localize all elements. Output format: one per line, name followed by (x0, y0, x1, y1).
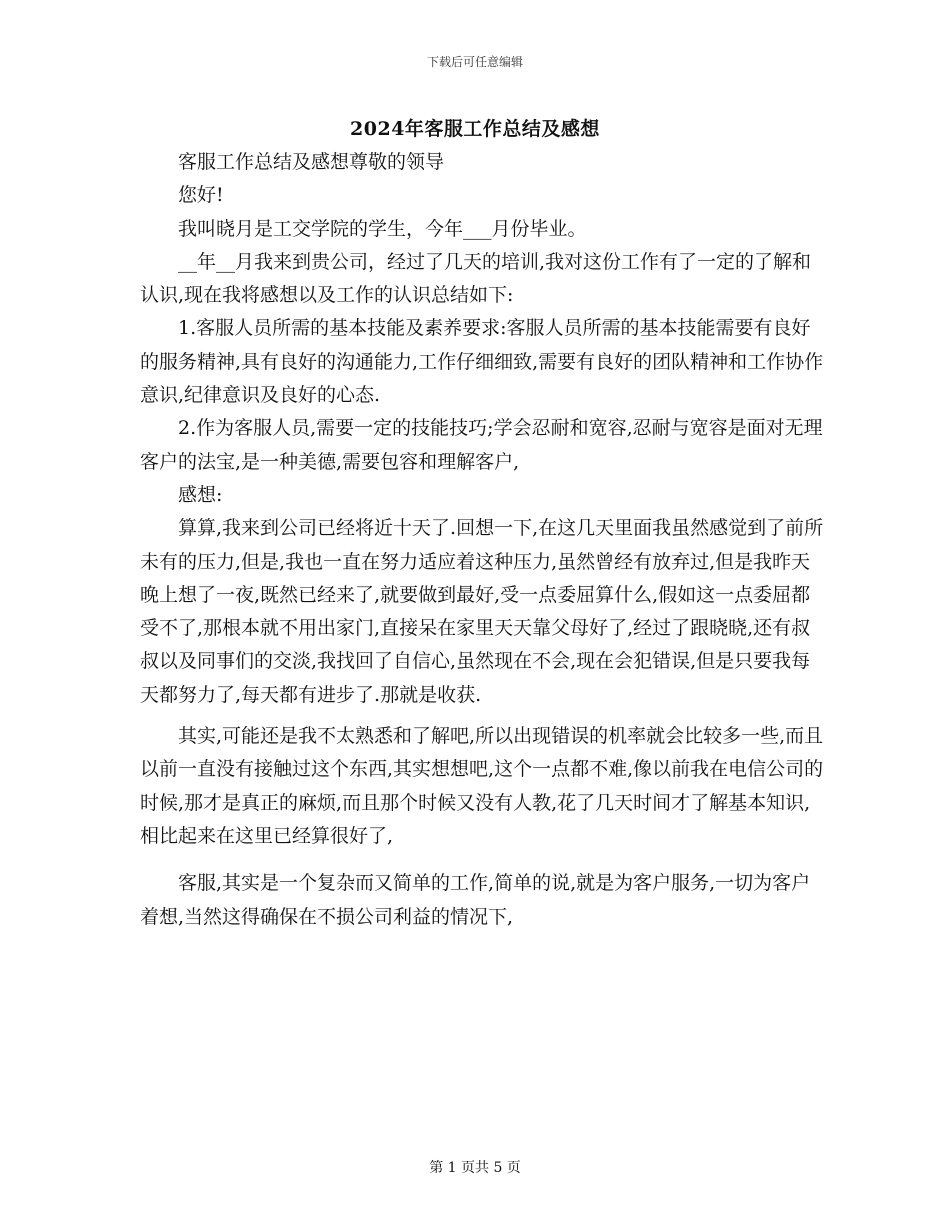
paragraph-techniques: 2.作为客服人员,需要一定的技能技巧;学会忍耐和宽容,忍耐与宽容是面对无理客户的法宝,是一种美德,需要包容和理解客户, (140, 417, 823, 473)
paragraph-arrival: __年__月我来到贵公司，经过了几天的培训,我对这份工作有了一定的了解和认识,现在我将感想以及工作的认识总结如下: (140, 250, 812, 307)
paragraph-intro: 我叫晓月是工交学院的学生，今年___月份毕业。 (178, 217, 587, 240)
paragraph-salutation: 客服工作总结及感想尊敬的领导 (178, 151, 445, 173)
page-footer: 第 1 页共 5 页 (429, 1160, 521, 1176)
paragraph-skills: 1.客服人员所需的基本技能及素养要求:客服人员所需的基本技能需要有良好的服务精神,具有良好的沟通能力,工作仔细细致,需要有良好的团队精神和工作协作意识,纪律意识及良好的心态. (140, 317, 824, 407)
document-title: 2024年客服工作总结及感想 (350, 118, 600, 140)
paragraph-greeting: 您好! (178, 184, 224, 207)
paragraph-service: 客服,其实是一个复杂而又简单的工作,简单的说,就是为客户服务,一切为客户着想,当然这得确保在不损公司利益的情况下, (140, 872, 811, 928)
document-body (140, 146, 824, 934)
paragraph-reflection: 算算,我来到公司已经将近十天了.回想一下,在这几天里面我虽然感觉到了前所未有的压力,但是,我也一直在努力适应着这种压力,虽然曾经有放弃过,但是我昨天晚上想了一夜,既然已经来了,就要做到最好,受一点委屈算什么,假如这一点委屈都受不了,那根本就不用出家门,直接呆在家里天天靠父母好了,经过了跟晓晓,还有叔叔以及同事们的交淡,我找回了自信心,虽然现在不会,现在会犯错误,但是只要我每天都努力了,每天都有进步了.那就是收获. (140, 517, 824, 706)
paragraph-mistakes: 其实,可能还是我不太熟悉和了解吧,所以出现错误的机率就会比较多一些,而且以前一直没有接触过这个东西,其实想想吧,这个一点都不难,像以前我在电信公司的时候,那才是真正的麻烦,而且那个时候又没有人教,花了几天时间才了解基本知识,相比起来在这里已经算很好了, (140, 725, 824, 847)
header-note: 下载后可任意编辑 (426, 55, 523, 69)
paragraph-feelings-heading: 感想: (178, 483, 223, 506)
